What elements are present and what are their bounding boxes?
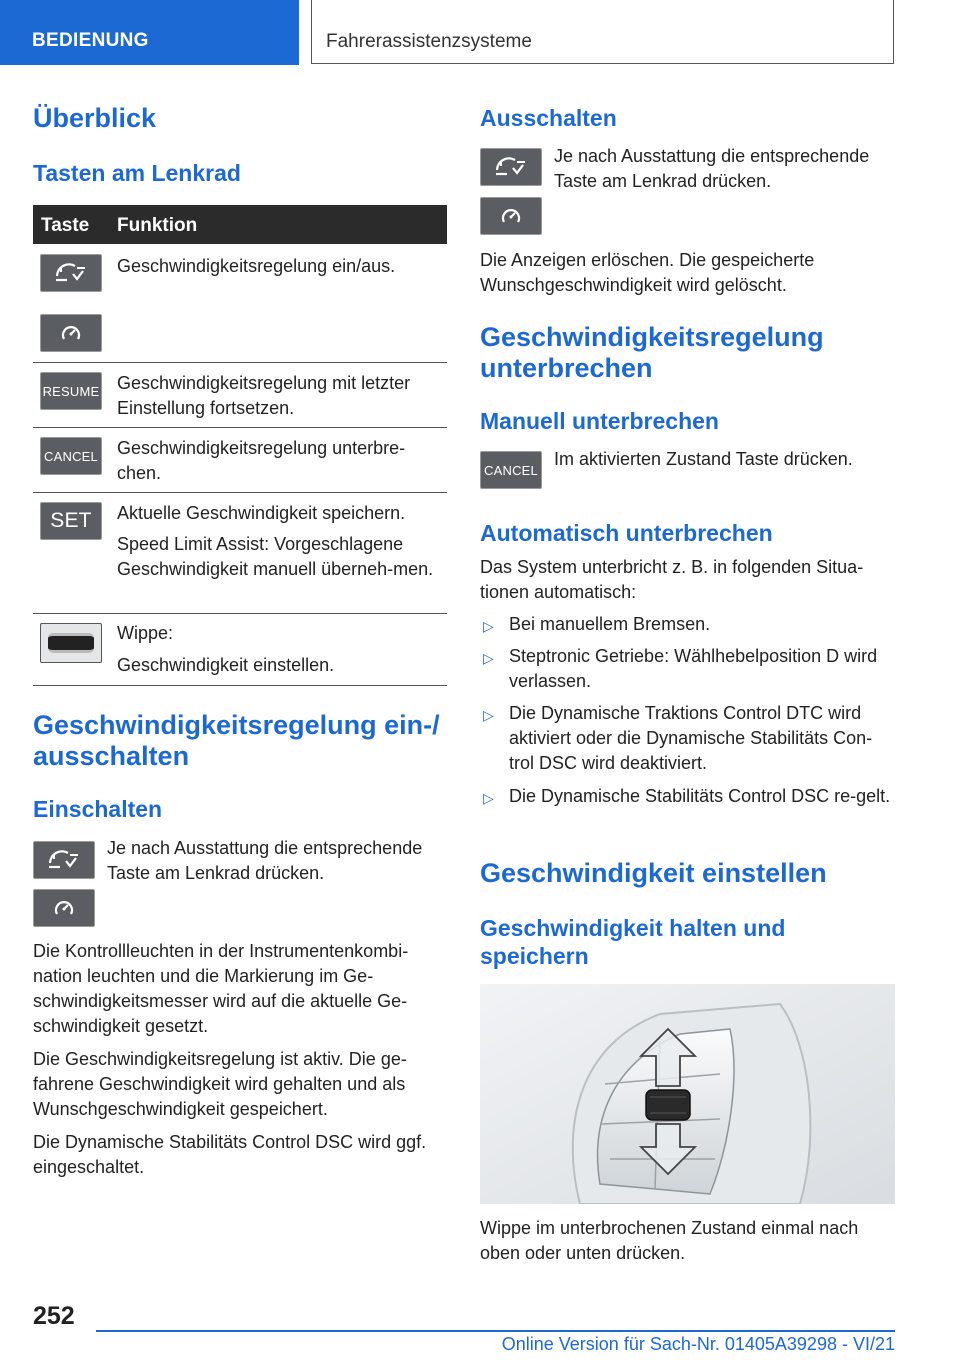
- heading-switch-off: Ausschalten: [480, 105, 617, 131]
- column-header-function: Funktion: [117, 215, 198, 236]
- bullet-marker: ▷: [483, 618, 494, 634]
- row-4-text-2: Speed Limit Assist: Vorgeschlagene Geschwindigkeit manuell überneh-men.: [117, 534, 434, 579]
- cruise-control-icon: [491, 154, 531, 180]
- switch-on-paragraph-2: Die Geschwindigkeitsregelung ist aktiv. Die ge-fahrene Geschwindigkeit wird gehalten und als Wunschgeschwindigkeit gespeichert.: [33, 1049, 407, 1119]
- bullet-item-3: Die Dynamische Traktions Control DTC wird aktiviert oder die Dynamische Stabilitäts Con-trol DSC wird deaktiviert.: [509, 703, 873, 773]
- bullet-item-1: Bei manuellem Bremsen.: [509, 614, 711, 634]
- row-divider: [33, 613, 447, 614]
- bullet-marker: ▷: [483, 650, 494, 666]
- row-3-text: Geschwindigkeitsregelung unterbre-chen.: [117, 438, 406, 483]
- set-key: [40, 502, 102, 540]
- chapter-tab: [311, 0, 894, 64]
- heading-set-speed: Geschwindigkeit einstellen: [480, 858, 827, 888]
- bullet-item-2: Steptronic Getriebe: Wählhebelposition D wird verlassen.: [509, 646, 878, 691]
- bullet-marker: ▷: [483, 790, 494, 806]
- cancel-key: [40, 437, 102, 475]
- speedometer-icon: [49, 895, 79, 921]
- column-header-key: Taste: [41, 215, 90, 236]
- auto-interrupt-intro: Das System unterbricht z. B. in folgenden Situa-tionen automatisch:: [480, 557, 864, 602]
- cruise-control-icon: [44, 847, 84, 873]
- row-divider: [33, 685, 447, 686]
- chapter-title: Fahrerassistenzsysteme: [326, 31, 532, 52]
- row-2-text: Geschwindigkeitsregelung mit letzter Einstellung fortsetzen.: [117, 373, 411, 418]
- row-5-text-2: Geschwindigkeit einstellen.: [117, 655, 335, 675]
- cruise-control-key-icon: [33, 841, 95, 879]
- cruise-control-key-icon: [480, 148, 542, 186]
- manual-interrupt-text: Im aktivierten Zustand Taste drücken.: [554, 449, 853, 469]
- heading-switch-on: Einschalten: [33, 796, 163, 822]
- heading-steering-buttons: Tasten am Lenkrad: [33, 160, 241, 186]
- steering-wheel-illustration: [480, 984, 895, 1204]
- footer-divider: [96, 1330, 895, 1332]
- heading-hold-speed: Geschwindigkeit halten und speichern: [480, 915, 786, 969]
- table-header: [33, 205, 447, 244]
- heading-manual-interrupt: Manuell unterbrechen: [480, 408, 719, 434]
- row-divider: [33, 427, 447, 428]
- heading-interrupt: Geschwindigkeitsregelung unterbrechen: [480, 322, 824, 383]
- row-4-text: Aktuelle Geschwindigkeit speichern.: [117, 503, 406, 523]
- resume-key-label: RESUME: [42, 383, 100, 399]
- switch-on-text: Je nach Ausstattung die entsprechende Taste am Lenkrad drücken.: [107, 838, 423, 883]
- speed-limiter-key-icon: [33, 889, 95, 927]
- rocker-key-icon: [40, 623, 102, 663]
- steering-wheel-rocker-illustration: [480, 984, 895, 1204]
- cruise-control-icon: [51, 260, 91, 286]
- page-number: 252: [33, 1302, 75, 1330]
- cancel-key-label: CANCEL: [484, 462, 538, 478]
- resume-key: [40, 372, 102, 410]
- row-5-text: Wippe:: [117, 623, 174, 643]
- rocker-switch-icon: [48, 633, 94, 653]
- set-key-label: SET: [50, 509, 92, 532]
- heading-overview: Überblick: [33, 103, 157, 133]
- bullet-item-4: Die Dynamische Stabilitäts Control DSC re-gelt.: [509, 786, 891, 806]
- cancel-key-label: CANCEL: [44, 448, 98, 464]
- section-title: BEDIENUNG: [32, 30, 149, 51]
- switch-off-paragraph: Die Anzeigen erlöschen. Die gespeicherte Wunschgeschwindigkeit wird gelöscht.: [480, 250, 815, 295]
- speedometer-icon: [56, 320, 86, 346]
- row-divider: [33, 492, 447, 493]
- row-1-text: Geschwindigkeitsregelung ein/aus.: [117, 256, 396, 276]
- speedometer-icon: [496, 203, 526, 229]
- footer-version: Online Version für Sach-Nr. 01405A39298 - VI/21: [501, 1334, 895, 1354]
- row-divider: [33, 362, 447, 363]
- switch-on-paragraph-1: Die Kontrollleuchten in der Instrumentenkombi-nation leuchten und die Markierung im Ge-schwindigkeitsmesser wird auf die aktuelle Ge-schwindigkeit gesetzt.: [33, 941, 409, 1036]
- illustration-caption: Wippe im unterbrochenen Zustand einmal nach oben oder unten drücken.: [480, 1218, 859, 1263]
- switch-on-paragraph-3: Die Dynamische Stabilitäts Control DSC wird ggf. eingeschaltet.: [33, 1132, 427, 1177]
- section-tab: [0, 0, 299, 65]
- cruise-control-key-icon: [40, 254, 102, 292]
- cancel-key: [480, 451, 542, 489]
- heading-auto-interrupt: Automatisch unterbrechen: [480, 520, 773, 546]
- speed-limiter-key-icon: [40, 314, 102, 352]
- bullet-marker: ▷: [483, 707, 494, 723]
- heading-on-off: Geschwindigkeitsregelung ein-/ ausschalten: [33, 710, 440, 771]
- switch-off-text: Je nach Ausstattung die entsprechende Taste am Lenkrad drücken.: [554, 146, 870, 191]
- speed-limiter-key-icon: [480, 197, 542, 235]
